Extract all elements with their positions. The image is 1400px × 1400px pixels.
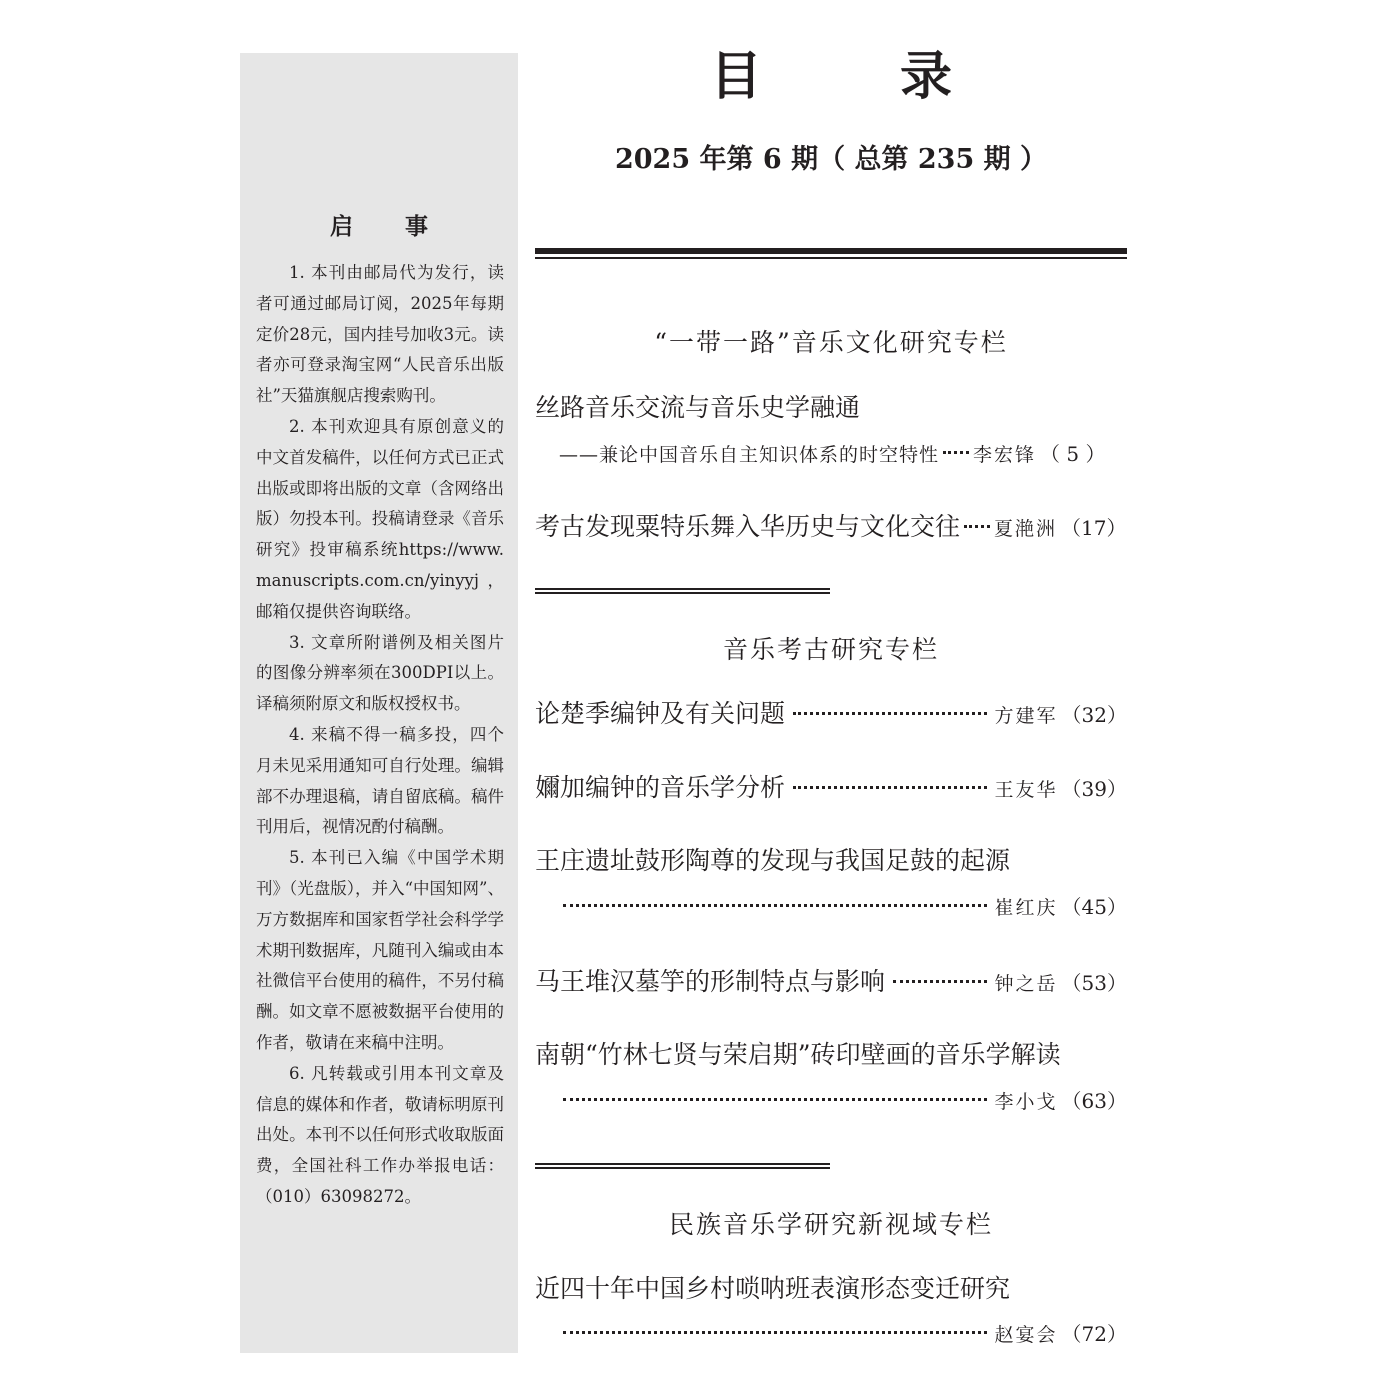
dot-leader: [563, 904, 987, 907]
toc-entry-1-title-line[interactable]: [535, 390, 1127, 426]
notice-item-6: 6. 凡转载或引用本刊文章及信息的媒体和作者，敬请标明原刊出处。本刊不以任何形式收取版面费，全国社科工作办举报电话：（010）63098272。: [256, 1063, 504, 1206]
notice-item-3: 3. 文章所附谱例及相关图片的图像分辨率须在300DPI以上。译稿须附原文和版权授权书。: [256, 632, 504, 714]
issue-number: 2025 年第 6 期（ 总第 235 期 ）: [614, 144, 1048, 175]
section-heading-music-archaeology: 音乐考古研究专栏: [722, 635, 939, 664]
toc-entry-2[interactable]: [535, 509, 1127, 545]
toc-entry-3[interactable]: [535, 696, 1127, 732]
article-page: （39）: [1061, 777, 1127, 801]
article-author: 李小戈: [994, 1091, 1058, 1113]
section-heading-ethnomusicology: 民族音乐学研究新视域专栏: [668, 1210, 993, 1239]
article-page: （17）: [1061, 516, 1127, 540]
dot-leader: [563, 1098, 987, 1101]
article-page: （45）: [1061, 895, 1127, 919]
notice-item-5: 5. 本刊已入编《中国学术期刊》（光盘版），并入“中国知网”、万方数据库和国家哲学社会科学学术期刊数据库，凡随刊入编或由本社微信平台使用的稿件，不另付稿酬。如文章不愿被数据平台使用的作者，敬请在来稿中注明。: [256, 848, 504, 1052]
notice-body: [256, 258, 504, 1213]
toc-entry-4[interactable]: [535, 770, 1127, 806]
article-title: 考古发现粟特乐舞入华历史与文化交往: [535, 512, 961, 541]
article-page: （63）: [1061, 1089, 1127, 1113]
article-page: （53）: [1061, 971, 1127, 995]
article-title: 论楚季编钟及有关问题: [535, 699, 786, 728]
toc-entry-7-leader-line[interactable]: [535, 1083, 1127, 1119]
header-rule: [535, 248, 1127, 260]
page-title: 目 录: [709, 46, 1013, 107]
toc-entry-1-subtitle-line[interactable]: [535, 436, 1127, 472]
article-subtitle: ——兼论中国音乐自主知识体系的时空特性: [559, 444, 940, 466]
dot-leader: [793, 786, 987, 789]
section-divider: [535, 588, 830, 594]
toc-entry-5-title-line[interactable]: [535, 843, 1127, 879]
article-author: 赵宴会: [994, 1324, 1058, 1346]
dot-leader: [943, 451, 969, 454]
article-title: 马王堆汉墓竽的形制特点与影响: [535, 967, 886, 996]
article-author: 钟之岳: [994, 973, 1058, 995]
dot-leader: [563, 1331, 987, 1334]
notice-item-1: 1. 本刊由邮局代为发行，读者可通过邮局订阅，2025年每期定价28元，国内挂号加收3元。读者亦可登录淘宝网“人民音乐出版社”天猫旗舰店搜索购刊。: [256, 263, 504, 406]
article-author: 方建军: [994, 705, 1058, 727]
article-page: （ 5 ）: [1040, 442, 1106, 466]
article-title: 嬭加编钟的音乐学分析: [535, 773, 786, 802]
dot-leader: [893, 980, 987, 983]
toc-entry-7-title-line[interactable]: [535, 1037, 1127, 1073]
dot-leader: [793, 712, 987, 715]
toc-entry-8-leader-line[interactable]: [535, 1316, 1127, 1352]
notice-item-2: 2. 本刊欢迎具有原创意义的中文首发稿件，以任何方式已正式出版或即将出版的文章（含网络出版）勿投本刊。投稿请登录《音乐研究》投审稿系统https://www.manuscripts.com.cn/yinyyj，邮箱仅提供咨询联络。: [256, 416, 504, 621]
toc-entry-5-leader-line[interactable]: [535, 889, 1127, 925]
article-author: 王友华: [994, 779, 1058, 801]
section-divider: [535, 1163, 830, 1169]
toc-entry-8-title-line[interactable]: [535, 1271, 1127, 1307]
article-page: （32）: [1061, 703, 1127, 727]
dot-leader: [964, 525, 990, 528]
article-page: （72）: [1061, 1322, 1127, 1346]
article-author: 夏滟洲: [994, 518, 1058, 540]
article-title: 南朝“竹林七贤与荣启期”砖印壁画的音乐学解读: [535, 1040, 1061, 1069]
notice-panel: [240, 53, 518, 1353]
article-title: 王庄遗址鼓形陶尊的发现与我国足鼓的起源: [535, 846, 1011, 875]
notice-title: 启 事: [329, 214, 450, 240]
toc-entry-6[interactable]: [535, 964, 1127, 1000]
article-author: 李宏锋: [973, 444, 1037, 466]
article-title: 近四十年中国乡村唢呐班表演形态变迁研究: [535, 1274, 1011, 1303]
section-heading-belt-road: “一带一路”音乐文化研究专栏: [654, 328, 1008, 357]
notice-item-4: 4. 来稿不得一稿多投，四个月未见采用通知可自行处理。编辑部不办理退稿，请自留底稿。稿件刊用后，视情况酌付稿酬。: [256, 724, 504, 837]
article-author: 崔红庆: [994, 897, 1058, 919]
article-title: 丝路音乐交流与音乐史学融通: [535, 393, 861, 422]
